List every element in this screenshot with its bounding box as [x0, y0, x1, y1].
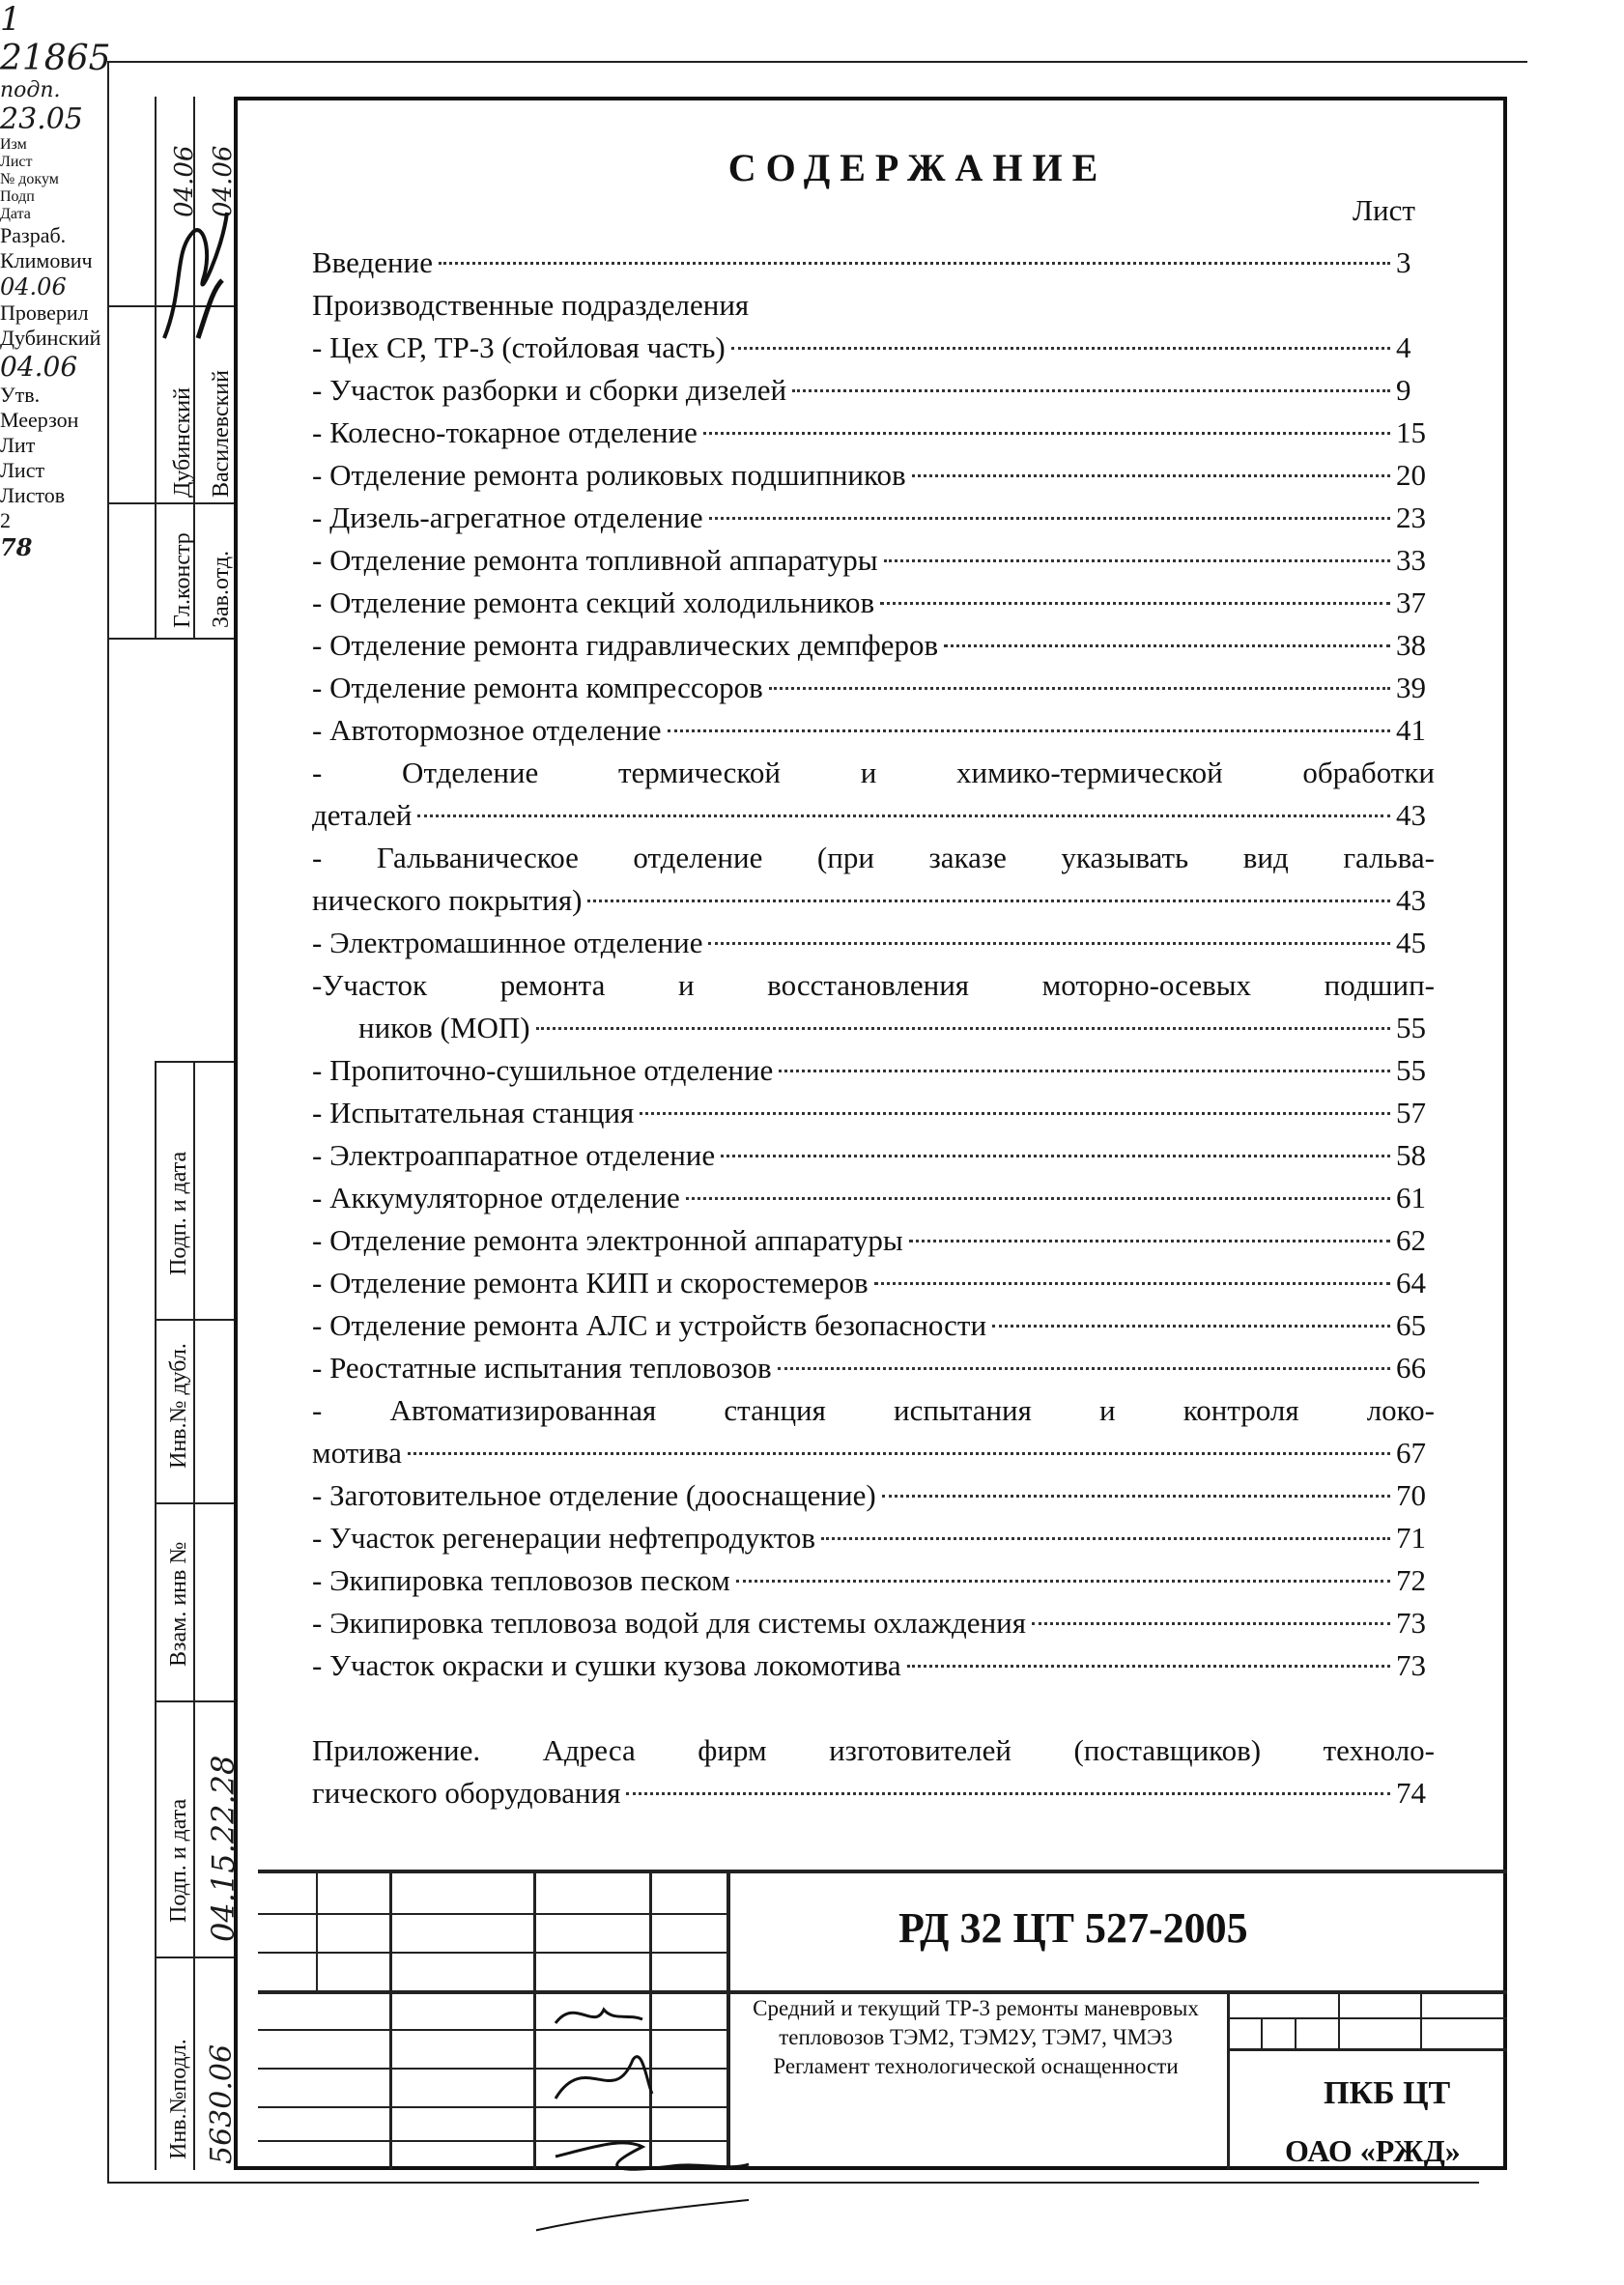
toc-entry: [312, 1772, 1435, 1814]
toc-entry-text: - Электромашинное отделение: [312, 926, 703, 959]
stamp-date-2: 04.06: [209, 145, 238, 217]
role-checker: Проверил: [0, 300, 89, 325]
toc-entry-text: мотива: [312, 1436, 402, 1470]
toc-entry: [312, 454, 1435, 497]
toc-entry-page: 73: [1396, 1648, 1426, 1682]
toc-entry: [312, 1517, 1435, 1559]
col-doc: № докум: [0, 171, 59, 187]
side-label-dup-inv: Инв.№ дубл.: [166, 1343, 191, 1469]
org-name-2: ОАО «РЖД»: [1285, 2133, 1461, 2168]
org-name-1: ПКБ ЦТ: [1324, 2075, 1451, 2111]
rev-date: 23.05: [0, 102, 83, 136]
side-label-sign-date-1: Подп. и дата: [166, 1151, 191, 1275]
sheet-label: Лист: [0, 458, 45, 482]
toc-entry-page: 55: [1396, 1053, 1426, 1087]
toc-entry-text: - Отделение ремонта гидравлических демпферов: [312, 628, 939, 662]
toc-entry-text: - Участок регенерации нефтепродуктов: [312, 1521, 816, 1555]
rev-izm: 1: [0, 0, 21, 39]
toc-entry-page: 3: [1396, 245, 1411, 279]
name-developer: Климович: [0, 248, 93, 272]
toc-entry-text: деталей: [312, 798, 413, 832]
toc-entry: [312, 1219, 1435, 1262]
toc-entry-text: Введение: [312, 245, 433, 279]
side-label-orig-inv: Инв.№подл.: [166, 2039, 191, 2159]
toc-entry: [312, 327, 1435, 369]
toc-entry-text: - Реостатные испытания тепловозов: [312, 1351, 772, 1385]
toc-entry: [312, 1347, 1435, 1389]
toc-entry-text: - Автотормозное отделение: [312, 713, 662, 747]
name-approver: Меерзон: [0, 408, 79, 432]
toc-entry: [312, 1177, 1435, 1219]
appendix-line1: Приложение. Адреса фирм изготовителей (поставщиков) техноло-: [312, 1733, 1435, 1767]
toc-entry-page: 45: [1396, 926, 1426, 959]
toc-entry: [312, 1559, 1435, 1602]
side-label-sign-date-2: Подп. и дата: [166, 1798, 191, 1923]
toc-entry-text: - Отделение ремонта топливной аппаратуры: [312, 543, 878, 577]
toc-entry-page: 23: [1396, 500, 1426, 534]
toc-entry-text: - Испытательная станция: [312, 1096, 635, 1129]
name-checker: Дубинский: [0, 326, 101, 350]
toc-entry: [312, 582, 1435, 624]
table-of-contents: [312, 242, 1435, 1814]
toc-entry-page: 66: [1396, 1351, 1426, 1385]
stamp-signature: [155, 193, 232, 348]
toc-entry-text: - Отделение ремонта секций холодильников: [312, 586, 875, 619]
toc-entry: [312, 1304, 1435, 1347]
sheets-label: Листов: [0, 483, 66, 507]
toc-entry-text: - Заготовительное отделение (дооснащение): [312, 1478, 876, 1512]
stamp-name-2: Василевский: [209, 370, 234, 498]
toc-entry-page: 67: [1396, 1436, 1426, 1470]
rev-sign: подп.: [0, 78, 61, 102]
date-checker: 04.06: [0, 351, 78, 383]
col-sign: Подп: [0, 188, 35, 205]
toc-entry: [312, 1474, 1435, 1517]
toc-entry-page: 41: [1396, 713, 1426, 747]
toc-section-header: Производственные подразделения: [312, 288, 750, 322]
document-number: РД 32 ЦТ 527-2005: [898, 1904, 1248, 1952]
toc-entry-page: 61: [1396, 1181, 1426, 1214]
toc-entry-page: 58: [1396, 1138, 1426, 1172]
toc-entry-text: - Дизель-агрегатное отделение: [312, 500, 703, 534]
toc-entry-text: - Отделение ремонта КИП и скоростемеров: [312, 1266, 869, 1300]
toc-entry: [312, 1049, 1435, 1092]
stamp-role-1: Гл.констр: [170, 532, 195, 628]
toc-entry: [312, 922, 1435, 964]
toc-entry-text: - Экипировка тепловозов песком: [312, 1563, 730, 1597]
toc-entry-page: 70: [1396, 1478, 1426, 1512]
toc-entry-page: 57: [1396, 1096, 1426, 1129]
toc-entry: [312, 1134, 1435, 1177]
toc-entry: [312, 539, 1435, 582]
toc-entry-page: 4: [1396, 330, 1411, 364]
toc-entry-page: 64: [1396, 1266, 1426, 1300]
toc-entry: [312, 1644, 1435, 1687]
toc-entry-page: 43: [1396, 883, 1426, 917]
toc-entry-text: - Отделение ремонта АЛС и устройств безопасности: [312, 1308, 987, 1342]
toc-entry: [312, 667, 1435, 709]
toc-entry-page: 20: [1396, 458, 1426, 492]
toc-entry-page: 65: [1396, 1308, 1426, 1342]
toc-entry-line1: -Участок ремонта и восстановления моторно-осевых подшип-: [312, 968, 1435, 1002]
toc-entry-text: - Аккумуляторное отделение: [312, 1181, 680, 1214]
side-handwritten-date: 04.15.22.28: [205, 1755, 242, 1942]
toc-entry: [312, 1432, 1435, 1474]
toc-entry-text: - Отделение ремонта компрессоров: [312, 671, 763, 704]
toc-entry: [312, 794, 1435, 837]
toc-entry-text: - Цех СР, ТР-3 (стойловая часть): [312, 330, 726, 364]
side-handwritten-inv: 5630.06: [205, 2043, 239, 2164]
toc-entry: [312, 624, 1435, 667]
toc-entry-text: - Участок разборки и сборки дизелей: [312, 373, 787, 407]
toc-entry: [312, 1092, 1435, 1134]
col-date: Дата: [0, 206, 31, 222]
role-approver: Утв.: [0, 383, 41, 407]
toc-entry-page: 72: [1396, 1563, 1426, 1597]
stamp-role-2: Зав.отд.: [209, 550, 234, 628]
toc-entry-page: 62: [1396, 1223, 1426, 1257]
page-title: СОДЕРЖАНИЕ: [727, 146, 1108, 189]
toc-entry-page: 39: [1396, 671, 1426, 704]
toc-entry-text: - Участок окраски и сушки кузова локомотива: [312, 1648, 901, 1682]
toc-entry-line1: - Гальваническое отделение (при заказе указывать вид гальва-: [312, 841, 1435, 874]
stamp-name-1: Дубинский: [170, 387, 195, 498]
toc-entry-page: 74: [1396, 1776, 1426, 1810]
toc-entry-page: 73: [1396, 1606, 1426, 1640]
toc-entry-page: 38: [1396, 628, 1426, 662]
outer-frame-base: [107, 2182, 1479, 2184]
toc-entry-text: ников (МОП): [358, 1011, 530, 1044]
rev-docno: 21865: [0, 39, 111, 78]
toc-entry: [312, 709, 1435, 752]
toc-entry-page: 15: [1396, 415, 1426, 449]
toc-entry-page: 71: [1396, 1521, 1426, 1555]
toc-entry-line1: - Отделение термической и химико-термической обработки: [312, 756, 1435, 789]
toc-entry-page: 43: [1396, 798, 1426, 832]
toc-entry-text: - Отделение ремонта электронной аппаратуры: [312, 1223, 903, 1257]
col-list: Лист: [0, 154, 33, 170]
sheets-value: 78: [0, 533, 33, 561]
toc-entry: [312, 1007, 1435, 1049]
lit-label: Лит: [0, 433, 36, 457]
col-izm: Изм: [0, 136, 27, 153]
role-developer: Разраб.: [0, 223, 67, 247]
toc-entry-page: 9: [1396, 373, 1411, 407]
toc-entry: [312, 879, 1435, 922]
toc-entry: [312, 1262, 1435, 1304]
toc-entry-text: гического оборудования: [312, 1776, 621, 1810]
toc-entry: [312, 369, 1435, 412]
toc-entry: [312, 497, 1435, 539]
toc-entry: [312, 1602, 1435, 1644]
toc-entry-text: нического покрытия): [312, 883, 583, 917]
side-label-replace-inv: Взам. инв №: [166, 1541, 191, 1667]
toc-entry-text: - Экипировка тепловоза водой для системы охлаждения: [312, 1606, 1027, 1640]
stamp-date-1: 04.06: [170, 145, 199, 217]
toc-entry-text: - Отделение ремонта роликовых подшипников: [312, 458, 906, 492]
toc-entry-line1: - Автоматизированная станция испытания и контроля локо-: [312, 1393, 1435, 1427]
sheet-value: 2: [0, 508, 11, 532]
toc-entry: [312, 412, 1435, 454]
document-title: Средний и текущий ТР-3 ремонты маневровых тепловозов ТЭМ2, ТЭМ2У, ТЭМ7, ЧМЭ3 Регламент технологической оснащенности: [753, 1996, 1199, 2078]
sheet-column-label: Лист: [1353, 193, 1415, 227]
toc-entry-page: 33: [1396, 543, 1426, 577]
toc-entry-page: 37: [1396, 586, 1426, 619]
toc-entry-text: - Пропиточно-сушильное отделение: [312, 1053, 774, 1087]
toc-entry-text: - Электроаппаратное отделение: [312, 1138, 716, 1172]
toc-entry: [312, 242, 1435, 284]
toc-entry-text: - Колесно-токарное отделение: [312, 415, 698, 449]
date-developer: 04.06: [0, 273, 67, 300]
toc-entry-page: 55: [1396, 1011, 1426, 1044]
